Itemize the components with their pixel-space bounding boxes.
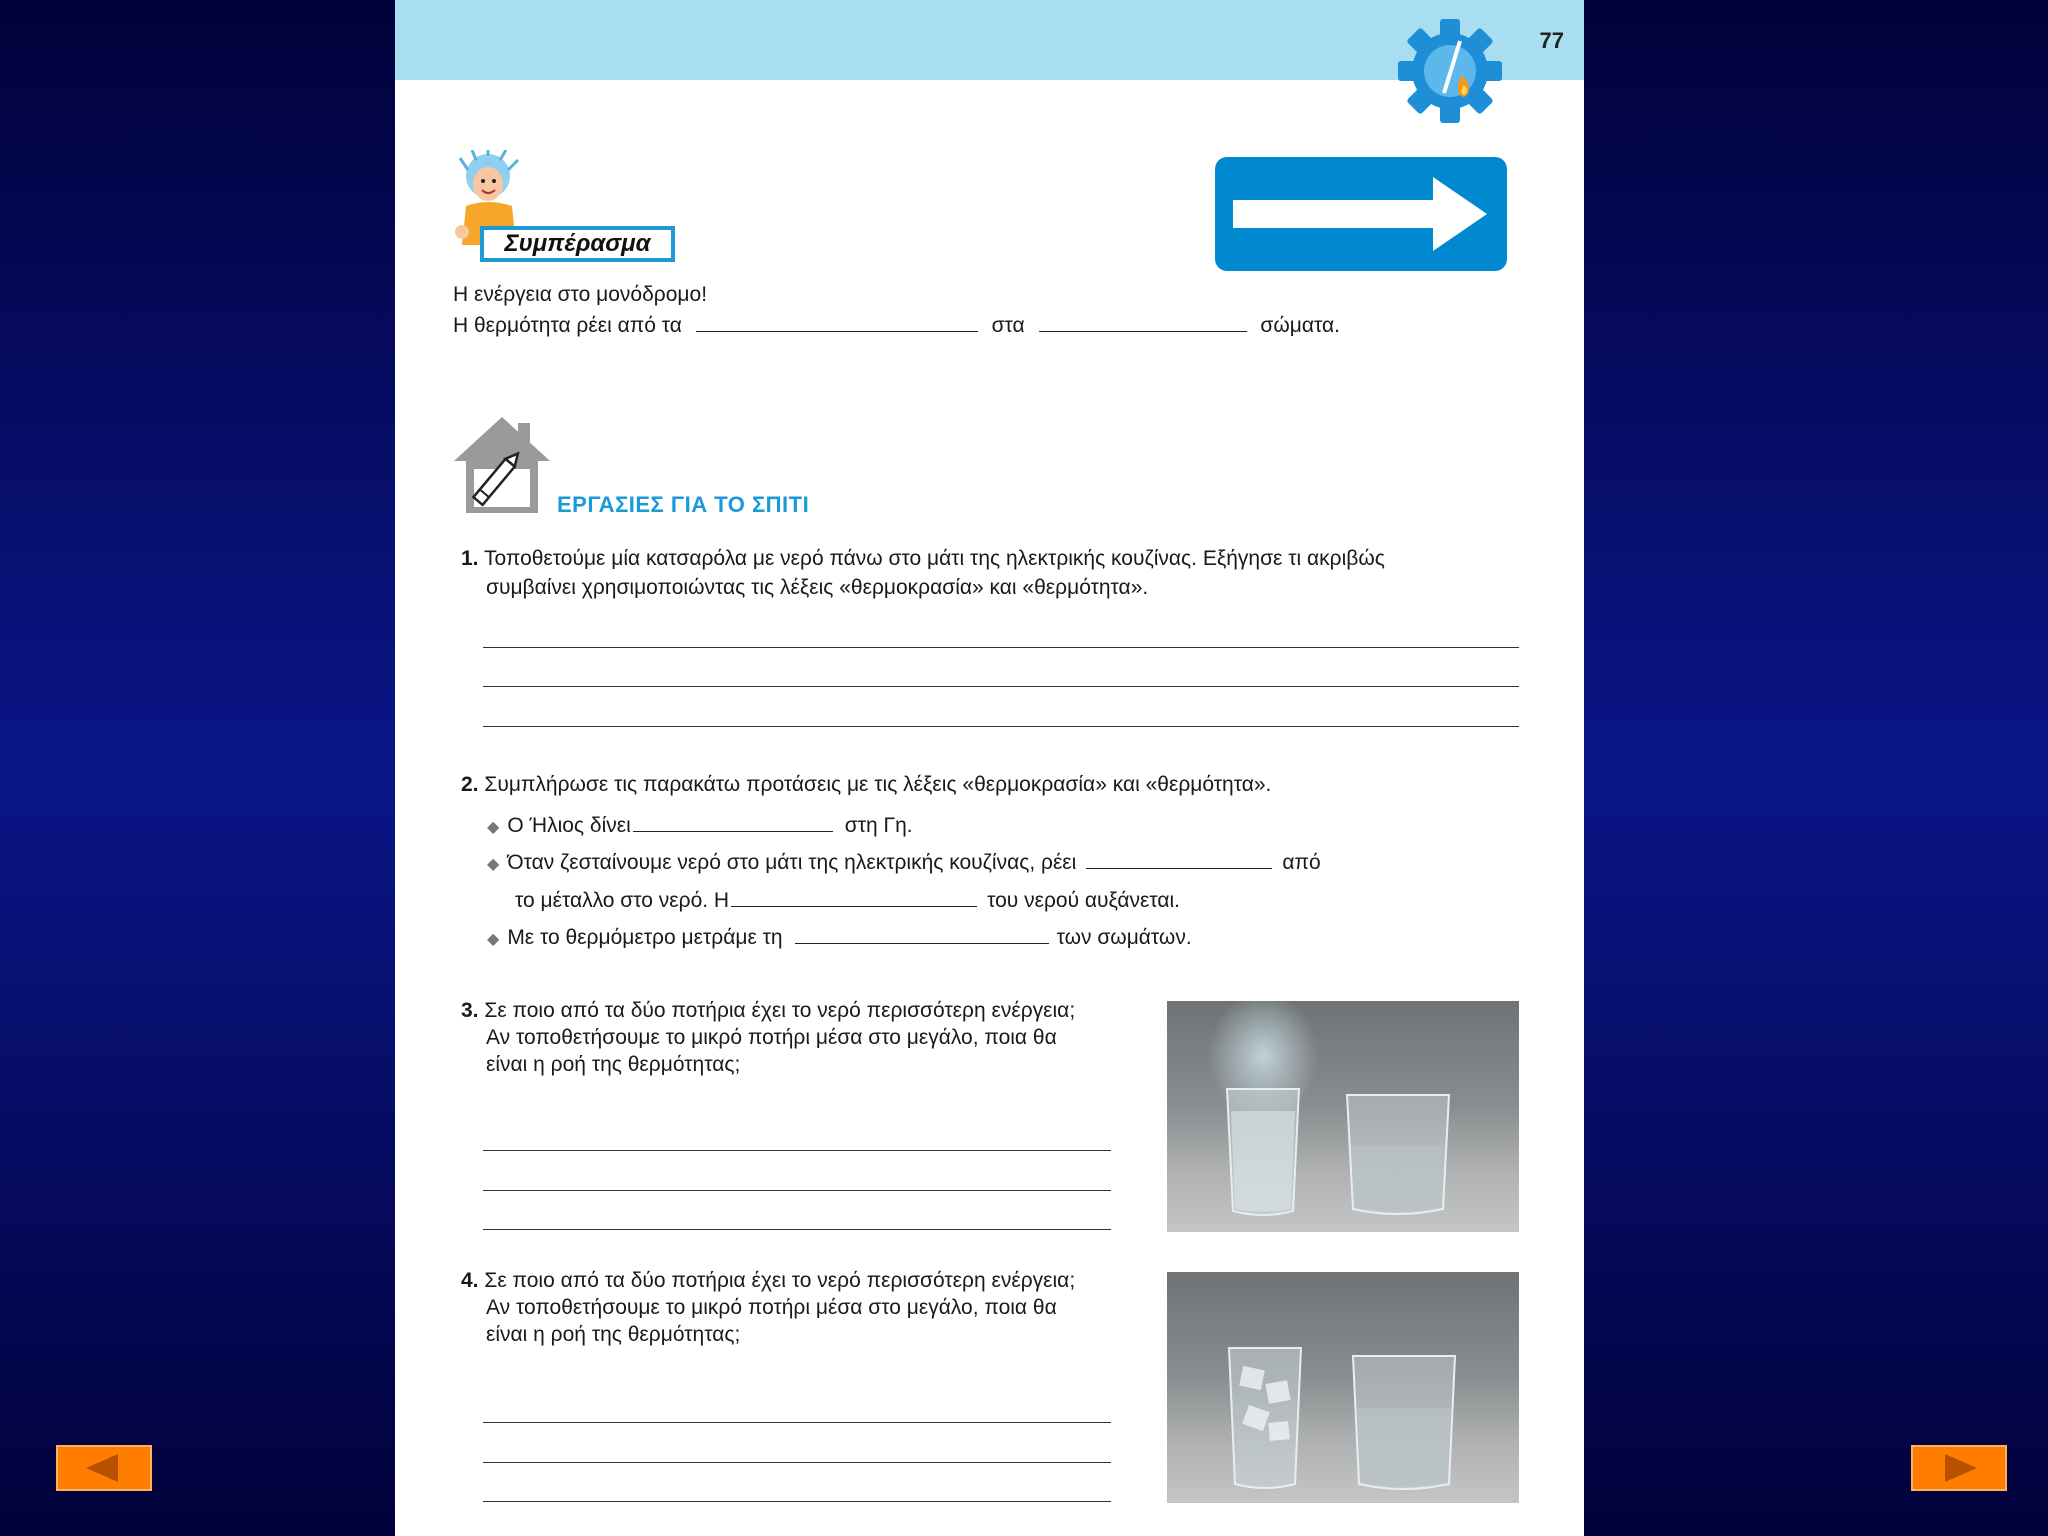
question-1-line-1 bbox=[461, 547, 1385, 571]
diamond-bullet-icon: ◆ bbox=[487, 819, 500, 836]
previous-slide-button[interactable] bbox=[56, 1445, 152, 1491]
bullet-2-cont-start: το μέταλλο στο νερό. Η bbox=[515, 889, 730, 912]
question-3-number: 3. bbox=[461, 999, 479, 1022]
question-3-answer-line-1[interactable] bbox=[483, 1150, 1111, 1151]
conclusion-line-2-end: σώματα. bbox=[1260, 314, 1340, 337]
glasses-photo-hot-water bbox=[1167, 1001, 1519, 1232]
question-3-line-1 bbox=[461, 999, 1075, 1023]
conclusion-blank-1[interactable] bbox=[696, 311, 978, 332]
question-1-text-1: Τοποθετούμε μία κατσαρόλα με νερό πάνω στο μάτι της ηλεκτρικής κουζίνας. Εξήγησε τι ακριβώς bbox=[483, 547, 1385, 570]
homework-title: ΕΡΓΑΣΙΕΣ ΓΙΑ ΤΟ ΣΠΙΤΙ bbox=[557, 492, 810, 517]
question-3-line-2: Αν τοποθετήσουμε το μικρό ποτήρι μέσα στο μεγάλο, ποια θα bbox=[486, 1026, 1057, 1049]
bullet-2-start: Όταν ζεσταίνουμε νερό στο μάτι της ηλεκτρικής κουζίνας, ρέει bbox=[507, 851, 1077, 874]
bullet-1-start: Ο Ήλιος δίνει bbox=[507, 814, 631, 837]
two-glasses-steam-image bbox=[1167, 1001, 1519, 1232]
conclusion-line-2-start: Η θερμότητα ρέει από τα bbox=[453, 314, 682, 337]
conclusion-line-2 bbox=[453, 311, 1340, 338]
question-1-answer-line-2[interactable] bbox=[483, 686, 1519, 687]
question-3-answer-line-2[interactable] bbox=[483, 1190, 1111, 1191]
conclusion-line-1: Η ενέργεια στο μονόδρομο! bbox=[453, 283, 708, 306]
bullet-2-end: από bbox=[1282, 851, 1321, 874]
question-3-text-1: Σε ποιο από τα δύο ποτήρια έχει το νερό περισσότερη ενέργεια; bbox=[484, 999, 1076, 1022]
question-4-line-3: είναι η ροή της θερμότητας; bbox=[486, 1323, 741, 1346]
question-1-number: 1. bbox=[461, 547, 479, 570]
question-3-line-3: είναι η ροή της θερμότητας; bbox=[486, 1053, 741, 1076]
bullet-2-blank-2[interactable] bbox=[731, 886, 977, 907]
question-2-bullet-3 bbox=[487, 923, 1192, 950]
conclusion-blank-2[interactable] bbox=[1039, 311, 1247, 332]
question-4-answer-line-2[interactable] bbox=[483, 1462, 1111, 1463]
diamond-bullet-icon: ◆ bbox=[487, 856, 500, 873]
previous-arrow-icon bbox=[84, 1454, 124, 1482]
question-4-answer-line-3[interactable] bbox=[483, 1501, 1111, 1502]
gear-icon bbox=[1395, 16, 1505, 126]
bullet-3-end: των σωμάτων. bbox=[1056, 926, 1192, 949]
question-2-bullet-2 bbox=[487, 848, 1321, 875]
question-4-text-1: Σε ποιο από τα δύο ποτήρια έχει το νερό περισσότερη ενέργεια; bbox=[484, 1269, 1076, 1292]
question-4-line-2: Αν τοποθετήσουμε το μικρό ποτήρι μέσα στο μεγάλο, ποια θα bbox=[486, 1296, 1057, 1319]
one-way-arrow-icon bbox=[1215, 157, 1507, 271]
page-number: 77 bbox=[1539, 28, 1564, 53]
bullet-3-start: Με το θερμόμετρο μετράμε τη bbox=[507, 926, 783, 949]
next-arrow-icon bbox=[1939, 1454, 1979, 1482]
next-slide-button[interactable] bbox=[1911, 1445, 2007, 1491]
question-1-answer-line-3[interactable] bbox=[483, 726, 1519, 727]
one-way-sign bbox=[1215, 157, 1507, 271]
house-pencil-icon bbox=[452, 415, 552, 515]
glasses-photo-ice-water bbox=[1167, 1272, 1519, 1503]
question-4-number: 4. bbox=[461, 1269, 479, 1292]
question-1-answer-line-1[interactable] bbox=[483, 647, 1519, 648]
bullet-2-blank-1[interactable] bbox=[1086, 848, 1272, 869]
conclusion-line-2-mid: στα bbox=[991, 314, 1025, 337]
question-2-bullet-1 bbox=[487, 811, 913, 838]
two-glasses-ice-image bbox=[1167, 1272, 1519, 1503]
question-3-answer-line-3[interactable] bbox=[483, 1229, 1111, 1230]
question-2-bullet-2-cont bbox=[515, 886, 1180, 913]
textbook-page bbox=[395, 0, 1584, 1536]
question-1-line-2: συμβαίνει χρησιμοποιώντας τις λέξεις «θερμοκρασία» και «θερμότητα». bbox=[486, 576, 1149, 599]
bullet-1-blank[interactable] bbox=[633, 811, 833, 832]
question-4-line-1 bbox=[461, 1269, 1075, 1293]
diamond-bullet-icon: ◆ bbox=[487, 931, 500, 948]
question-4-answer-line-1[interactable] bbox=[483, 1422, 1111, 1423]
question-2-line bbox=[461, 773, 1271, 797]
question-2-number: 2. bbox=[461, 773, 479, 796]
conclusion-badge: Συμπέρασμα bbox=[480, 226, 675, 262]
bullet-2-cont-end: του νερού αυξάνεται. bbox=[987, 889, 1181, 912]
bullet-3-blank[interactable] bbox=[795, 923, 1049, 944]
bullet-1-end: στη Γη. bbox=[844, 814, 913, 837]
question-2-text: Συμπλήρωσε τις παρακάτω προτάσεις με τις λέξεις «θερμοκρασία» και «θερμότητα». bbox=[484, 773, 1272, 796]
